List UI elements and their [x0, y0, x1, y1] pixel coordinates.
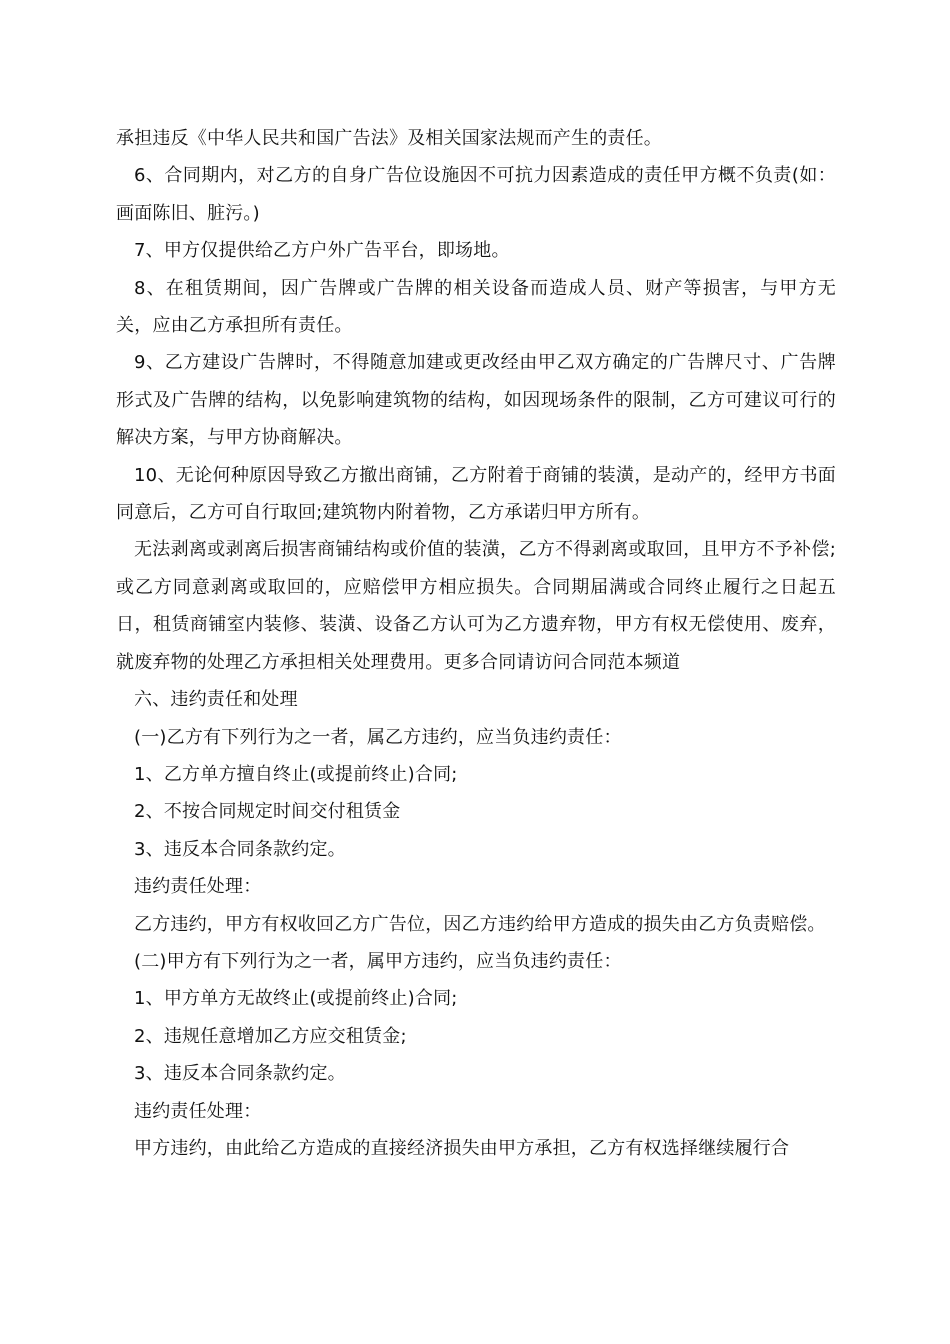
party-b-breach-item-3: 3、违反本合同条款约定。: [134, 838, 346, 860]
paragraph-item-6: 6、合同期内，对乙方的自身广告位设施因不可抗力因素造成的责任甲方概不负责(如：画面陈旧、脏污。): [116, 165, 836, 224]
party-a-breach-item-1: 1、甲方单方无故终止(或提前终止)合同;: [134, 988, 458, 1010]
paragraph-item-7: 7、甲方仅提供给乙方户外广告平台，即场地。: [134, 240, 510, 262]
paragraph-advertising-law-liability: 承担违反《中华人民共和国广告法》及相关国家法规而产生的责任。: [116, 128, 662, 149]
paragraph-item-9: 9、乙方建设广告牌时，不得随意加建或更改经由甲乙双方确定的广告牌尺寸、广告牌形式及广告牌的结构，以免影响建筑物的结构，如因现场条件的限制，乙方可建议可行的解决方案，与甲方协商解决。: [116, 352, 836, 449]
party-a-breach-item-2: 2、违规任意增加乙方应交租赁金;: [134, 1025, 407, 1047]
party-a-breach-handling-heading: 违约责任处理：: [134, 1100, 262, 1122]
party-b-breach-item-1: 1、乙方单方擅自终止(或提前终止)合同;: [134, 763, 458, 785]
party-b-breach-handling-heading: 违约责任处理：: [134, 876, 262, 898]
paragraph-item-8: 8、在租赁期间，因广告牌或广告牌的相关设备而造成人员、财产等损害，与甲方无关，应由乙方承担所有责任。: [116, 277, 836, 337]
party-b-breach-handling-text: 乙方违约，甲方有权收回乙方广告位，因乙方违约给甲方造成的损失由乙方负责赔偿。: [134, 913, 826, 935]
paragraph-item-10: 10、无论何种原因导致乙方撤出商铺，乙方附着于商铺的装潢，是动产的，经甲方书面同意后，乙方可自行取回;建筑物内附着物，乙方承诺归甲方所有。: [116, 464, 836, 524]
paragraph-decoration-removal: 无法剥离或剥离后损害商铺结构或价值的装潢，乙方不得剥离或取回，且甲方不予补偿;或乙方同意剥离或取回的，应赔偿甲方相应损失。合同期届满或合同终止履行之日起五日，租赁商铺室内装修、装潢、设备乙方认可为乙方遗弃物，甲方有权无偿使用、废弃，就废弃物的处理乙方承担相关处理费用。更多合同请访问合同范本频道: [116, 539, 836, 673]
subsection-party-a-breach: (二)甲方有下列行为之一者，属甲方违约，应当负违约责任：: [134, 950, 622, 972]
section-heading-breach: 六、违约责任和处理: [134, 689, 298, 711]
party-b-breach-item-2: 2、不按合同规定时间交付租赁金: [134, 801, 401, 823]
party-a-breach-handling-text: 甲方违约，由此给乙方造成的直接经济损失由甲方承担，乙方有权选择继续履行合: [134, 1137, 790, 1159]
party-a-breach-item-3: 3、违反本合同条款约定。: [134, 1063, 346, 1085]
subsection-party-b-breach: (一)乙方有下列行为之一者，属乙方违约，应当负违约责任：: [134, 726, 622, 748]
contract-body: [116, 120, 836, 1167]
